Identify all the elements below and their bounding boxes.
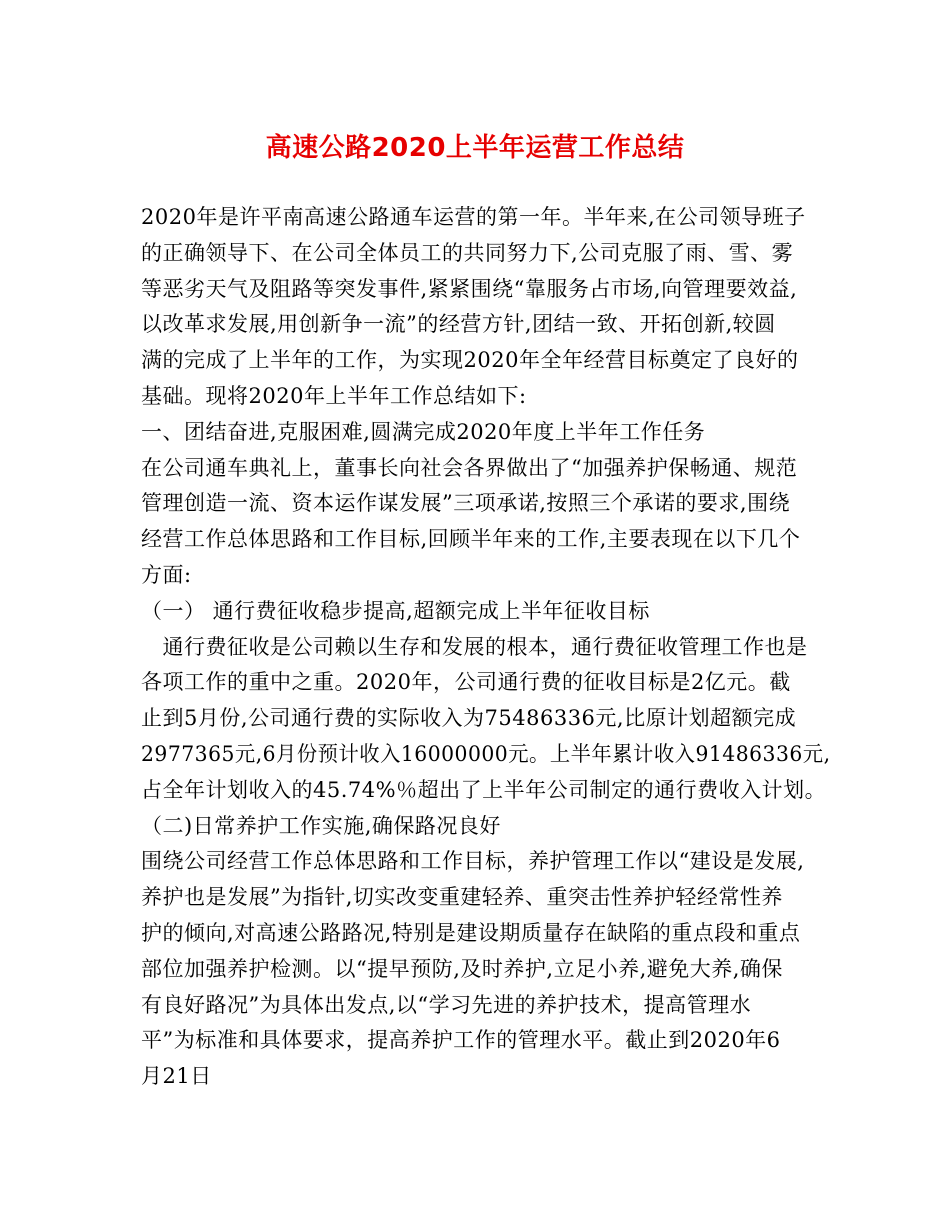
body-line: 平”为标准和具体要求，提高养护工作的管理水平。截止到2020年6 [141, 1028, 781, 1053]
body-line: 满的完成了上半年的工作，为实现2020年全年经营目标奠定了良好的 [141, 348, 799, 373]
body-line: 2977365元,6月份预计收入16000000元。上半年累计收入91486336元, [141, 741, 831, 766]
body-line: 月21日 [141, 1064, 212, 1089]
document-title: 高速公路2020上半年运营工作总结 [265, 133, 685, 163]
section-heading: 一、团结奋进,克服困难,圆满完成2020年度上半年工作任务 [141, 419, 706, 444]
body-line: 等恶劣天气及阻路等突发事件,紧紧围绕“靠服务占市场,向管理要效益, [141, 276, 798, 301]
body-line: 方面: [141, 562, 192, 587]
body-line: 以改革求发展,用创新争一流”的经营方针,团结一致、开拓创新,较圆 [141, 312, 776, 337]
body-line: 基础。现将2020年上半年工作总结如下: [141, 383, 527, 408]
body-line: 有良好路况”为具体出发点,以“学习先进的养护技术，提高管理水 [141, 992, 752, 1017]
subsection-heading: （一） 通行费征收稳步提高,超额完成上半年征收目标 [141, 598, 650, 623]
body-line: 占全年计划收入的45.74%％超出了上半年公司制定的通行费收入计划。 [141, 777, 827, 802]
body-line: 部位加强养护检测。以“提早预防,及时养护,立足小养,避免大养,确保 [141, 956, 783, 981]
body-line: 2020年是许平南高速公路通车运营的第一年。半年来,在公司领导班子 [141, 205, 806, 229]
body-line: 管理创造一流、资本运作谋发展”三项承诺,按照三个承诺的要求,围绕 [141, 491, 791, 516]
body-line: 在公司通车典礼上，董事长向社会各界做出了“加强养护保畅通、规范 [141, 455, 798, 480]
subsection-heading: （二)日常养护工作实施,确保路况良好 [141, 813, 501, 838]
body-line: 护的倾向,对高速公路路况,特别是建设期质量存在缺陷的重点段和重点 [141, 920, 801, 945]
document-body [141, 200, 831, 1095]
body-line: 止到5月份,公司通行费的实际收入为75486336元,比原计划超额完成 [141, 706, 797, 731]
body-line: 通行费征收是公司赖以生存和发展的根本，通行费征收管理工作也是 [141, 634, 808, 659]
body-line: 的正确领导下、在公司全体员工的共同努力下,公司克服了雨、雪、雾 [141, 240, 794, 265]
body-line: 围绕公司经营工作总体思路和工作目标，养护管理工作以“建设是发展, [141, 849, 805, 874]
body-line: 各项工作的重中之重。2020年，公司通行费的征收目标是2亿元。截 [141, 670, 791, 695]
body-line: 经营工作总体思路和工作目标,回顾半年来的工作,主要表现在以下几个 [141, 527, 801, 552]
body-line: 养护也是发展”为指针,切实改变重建轻养、重突击性养护轻经常性养 [141, 885, 783, 910]
